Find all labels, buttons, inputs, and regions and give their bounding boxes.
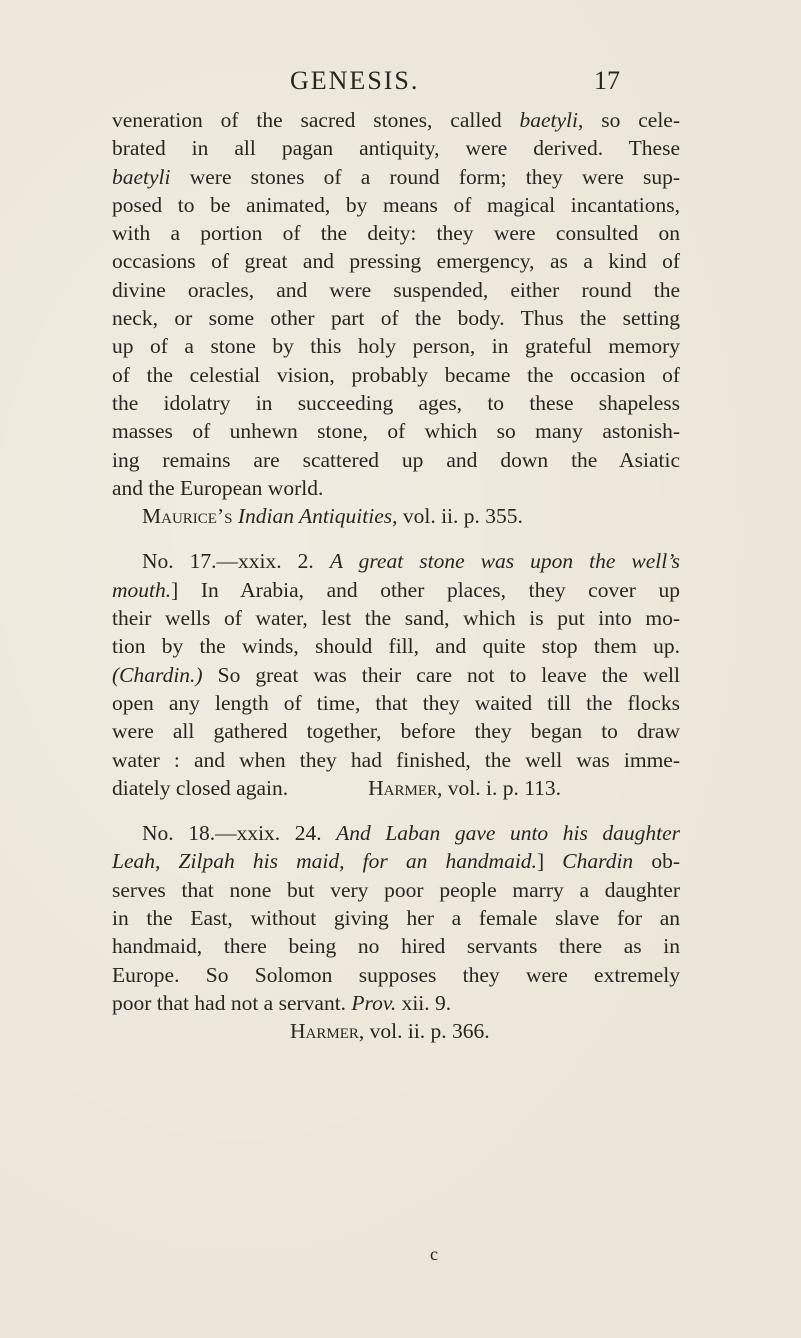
text-line: and the European world. <box>112 475 324 500</box>
text-line: in the East, without giving her a female slave for an <box>112 906 680 931</box>
text-line: water : and when they had finished, the well was imme- <box>112 747 680 772</box>
text-line-with-citation: diately closed again. Harmer, vol. i. p. 113. <box>112 775 562 800</box>
text-line: open any length of time, that they waited till the flocks <box>112 690 680 715</box>
signature-mark: c <box>430 1244 438 1264</box>
text-line: of the celestial vision, probably became the occasion of <box>112 362 680 387</box>
text-line: brated in all pagan antiquity, were derived. These <box>112 136 680 161</box>
text-line: Europe. So Solomon supposes they were extremely <box>112 962 680 987</box>
text-line: were all gathered together, before they began to draw <box>112 719 680 744</box>
entry-heading-line: No. 18.—xxix. 24. And Laban gave unto his daughter <box>142 821 680 846</box>
text-line: neck, or some other part of the body. Thus the setting <box>112 306 680 331</box>
page-number: 17 <box>594 66 620 95</box>
text-line: (Chardin.) So great was their care not to leave the well <box>112 662 680 687</box>
text-line: with a portion of the deity: they were consulted on <box>112 221 680 246</box>
text-line: their wells of water, lest the sand, which is put into mo- <box>112 606 680 631</box>
running-title: GENESIS. <box>290 66 420 95</box>
text-line: ing remains are scattered up and down the Asiatic <box>112 447 680 472</box>
source-citation: Harmer, vol. ii. p. 366. <box>290 1019 490 1044</box>
text-line: occasions of great and pressing emergency, as a kind of <box>112 249 680 274</box>
text-line: divine oracles, and were suspended, either round the <box>112 277 680 302</box>
text-line: baetyli were stones of a round form; they were sup- <box>112 164 680 189</box>
text-line: Leah, Zilpah his maid, for an handmaid.] Chardin ob- <box>112 849 680 874</box>
text-line: up of a stone by this holy person, in grateful memory <box>112 334 680 359</box>
source-citation: Maurice’s Indian Antiquities, vol. ii. p. 355. <box>142 504 523 529</box>
entry-heading-line: No. 17.—xxix. 2. A great stone was upon the well’s <box>142 549 681 574</box>
text-line: serves that none but very poor people marry a daughter <box>112 877 680 902</box>
text-line: the idolatry in succeeding ages, to these shapeless <box>112 390 680 415</box>
text-line: posed to be animated, by means of magical incantations, <box>112 192 680 217</box>
text-line: poor that had not a servant. Prov. xii. 9. <box>112 990 452 1015</box>
text-line: veneration of the sacred stones, called baetyli, so cele- <box>112 108 680 132</box>
text-line: handmaid, there being no hired servants there as in <box>112 934 680 959</box>
page-header <box>290 66 620 96</box>
text-line: masses of unhewn stone, of which so many astonish- <box>112 419 680 444</box>
body-text <box>112 106 680 1046</box>
text-line: tion by the winds, should fill, and quite stop them up. <box>112 634 680 659</box>
text-line: mouth.] In Arabia, and other places, they cover up <box>112 577 680 602</box>
